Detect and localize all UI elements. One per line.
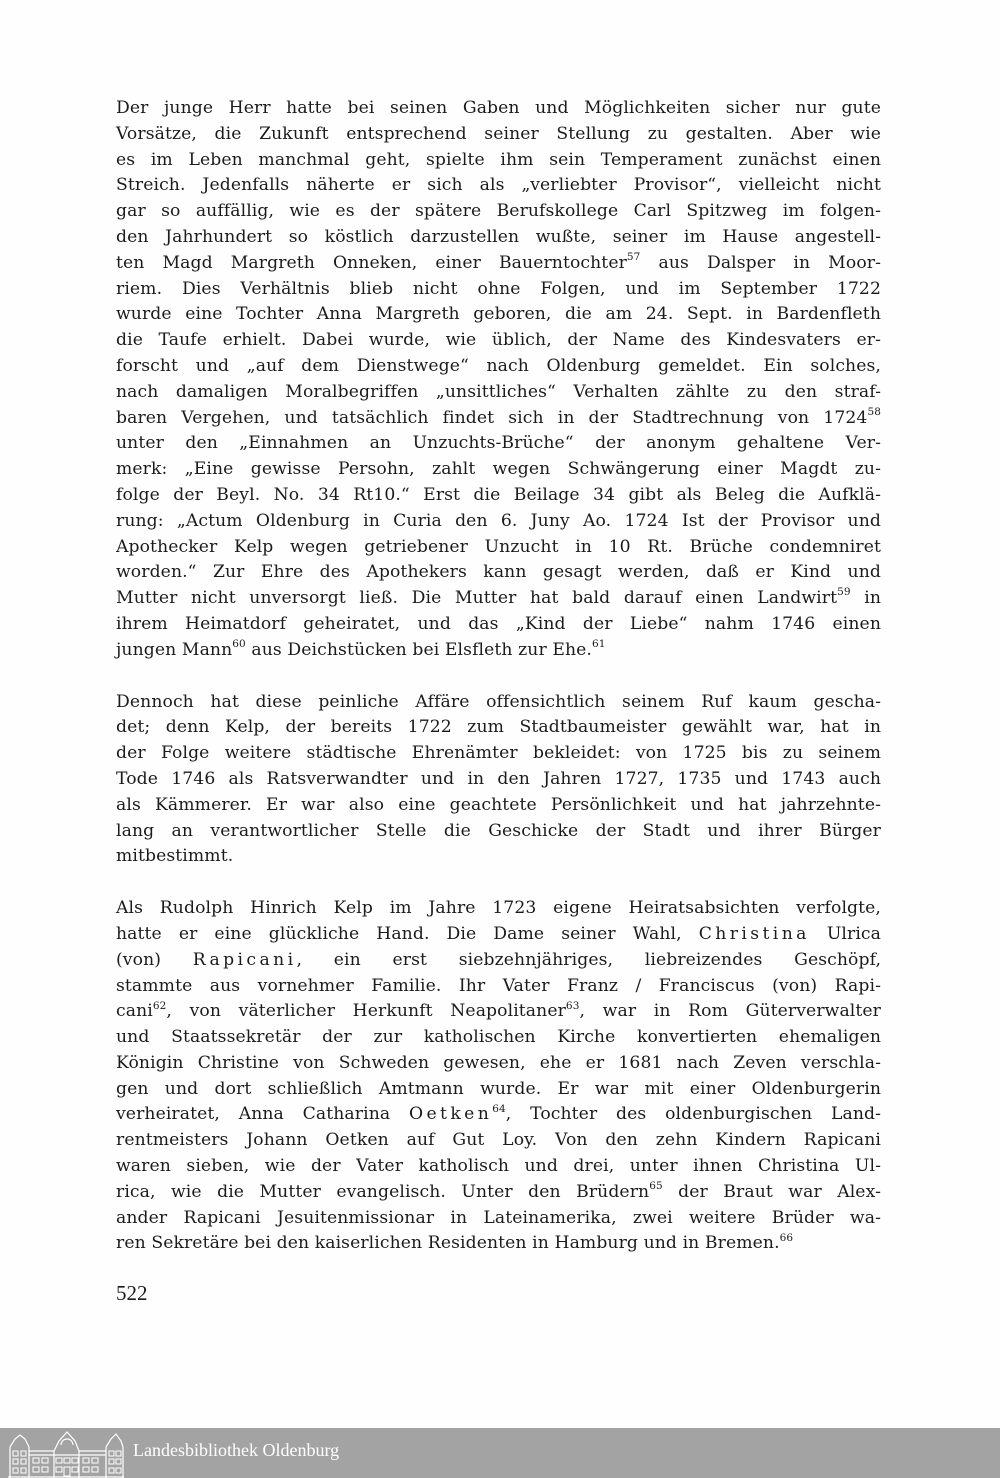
text-segment: aus Dalsper in Moor- xyxy=(640,252,881,273)
text-line xyxy=(116,560,881,586)
text-line xyxy=(116,354,881,380)
footnote-marker: 60 xyxy=(232,638,246,650)
library-building-icon xyxy=(6,1429,124,1478)
text-line xyxy=(116,380,881,406)
text-segment: ten Magd Margreth Onneken, einer Bauerntochter xyxy=(116,252,627,273)
text-line xyxy=(116,896,881,922)
text-line xyxy=(116,431,881,457)
text-segment: folge der Beyl. No. 34 Rt10.“ Erst die Beilage 34 gibt als Beleg die Aufklä- xyxy=(116,484,881,505)
text-segment: und Staatssekretär der zur katholischen Kirche konvertierten ehemaligen xyxy=(116,1027,881,1048)
text-line xyxy=(116,173,881,199)
text-line xyxy=(116,715,881,741)
footnote-marker: 57 xyxy=(626,251,641,264)
text-line xyxy=(116,690,881,716)
text-segment: der Braut war Alex- xyxy=(662,1181,881,1202)
text-segment: nach damaligen Moralbegriffen „unsittliches“ Verhalten zählte zu den straf- xyxy=(116,381,881,402)
text-segment: lang an verantwortlicher Stelle die Geschicke der Stadt und ihrer Bürger xyxy=(116,820,881,841)
spaced-name: Christina xyxy=(698,923,810,944)
text-line xyxy=(116,148,881,174)
text-segment: , war in Rom Güterverwalter xyxy=(579,1001,881,1022)
text-segment: , von väterlicher Herkunft Neapolitaner xyxy=(166,1001,566,1022)
text-line xyxy=(116,819,881,845)
text-segment: rung: „Actum Oldenburg in Curia den 6. Juny Ao. 1724 Ist der Provisor und xyxy=(116,510,881,531)
text-segment: gen und dort schließlich Amtmann wurde. Er war mit einer Oldenburgerin xyxy=(116,1078,881,1099)
document-body xyxy=(116,96,881,1283)
text-line xyxy=(116,1128,881,1154)
paragraph xyxy=(116,690,881,871)
text-line xyxy=(116,406,881,432)
text-line xyxy=(116,483,881,509)
text-segment: cani xyxy=(116,1001,153,1022)
text-segment: der Folge weitere städtische Ehrenämter bekleidet: von 1725 bis zu seinem xyxy=(116,743,881,764)
text-line xyxy=(116,1180,881,1206)
text-segment: hatte er eine glückliche Hand. Die Dame seiner Wahl, xyxy=(116,923,699,944)
text-segment: die Taufe erhielt. Dabei wurde, wie üblich, der Name des Kindesvaters er- xyxy=(116,330,881,351)
text-line xyxy=(116,586,881,612)
text-segment: worden.“ Zur Ehre des Apothekers kann gesagt werden, daß er Kind und xyxy=(116,562,881,583)
text-segment: baren Vergehen, und tatsächlich findet sich in der Stadtrechnung von 1724 xyxy=(116,407,868,428)
footnote-marker: 58 xyxy=(867,405,881,418)
text-line xyxy=(116,844,881,870)
text-segment: den Jahrhundert so köstlich darzustellen wußte, seiner im Hause angestell- xyxy=(116,226,881,247)
text-segment: , ein erst siebzehnjähriges, liebreizendes Geschöpf, xyxy=(296,949,882,970)
text-line xyxy=(116,328,881,354)
text-segment: als Kämmerer. Er war also eine geachtete Persönlichkeit und hat jahrzehnte- xyxy=(116,794,881,815)
text-line xyxy=(116,638,881,664)
library-footer-bar xyxy=(0,1428,1000,1478)
footnote-marker: 62 xyxy=(152,999,167,1012)
text-line xyxy=(116,277,881,303)
text-segment: stammte aus vornehmer Familie. Ihr Vater Franz / Franciscus (von) Rapi- xyxy=(116,975,881,996)
footnote-marker: 65 xyxy=(649,1180,663,1193)
paragraph xyxy=(116,896,881,1257)
footnote-marker: 64 xyxy=(492,1102,506,1115)
text-line xyxy=(116,1102,881,1128)
text-segment: (von) xyxy=(116,949,193,970)
footnote-marker: 66 xyxy=(779,1231,794,1244)
text-segment: waren sieben, wie der Vater katholisch und drei, unter ihnen Christina Ul- xyxy=(116,1156,881,1177)
text-line xyxy=(116,1206,881,1232)
text-line xyxy=(116,199,881,225)
text-segment: merk: „Eine gewisse Persohn, zahlt wegen Schwängerung einer Magdt zu- xyxy=(116,459,881,480)
text-segment: es im Leben manchmal geht, spielte ihm sein Temperament zunächst einen xyxy=(116,149,881,170)
text-segment: Vorsätze, die Zukunft entsprechend seiner Stellung zu gestalten. Aber wie xyxy=(116,123,881,144)
text-segment: Tode 1746 als Ratsverwandter und in den Jahren 1727, 1735 und 1743 auch xyxy=(116,768,881,789)
text-line xyxy=(116,999,881,1025)
text-segment: ander Rapicani Jesuitenmissionar in Lateinamerika, zwei weitere Brüder wa- xyxy=(116,1207,881,1228)
text-segment: Streich. Jedenfalls näherte er sich als „verliebter Provisor“, vielleicht nicht xyxy=(116,175,881,196)
text-line xyxy=(116,1231,881,1257)
text-segment: Königin Christine von Schweden gewesen, ehe er 1681 nach Zeven verschla- xyxy=(116,1052,881,1073)
text-line xyxy=(116,122,881,148)
text-segment: ihrem Heimatdorf geheiratet, und das „Kind der Liebe“ nahm 1746 einen xyxy=(116,613,881,634)
text-segment: mitbestimmt. xyxy=(116,846,234,867)
text-segment: verheiratet, Anna Catharina xyxy=(116,1104,409,1125)
text-segment: Der junge Herr hatte bei seinen Gaben und Möglichkeiten sicher nur gute xyxy=(116,98,881,118)
text-line xyxy=(116,1051,881,1077)
text-segment: jungen Mann xyxy=(116,639,233,660)
text-line xyxy=(116,509,881,535)
text-segment: Dennoch hat diese peinliche Affäre offensichtlich seinem Ruf kaum gescha- xyxy=(116,691,881,712)
text-line xyxy=(116,793,881,819)
text-segment: aus Deichstücken bei Elsfleth zur Ehe. xyxy=(245,639,593,660)
text-line xyxy=(116,96,881,122)
text-segment: wurde eine Tochter Anna Margreth geboren, die am 24. Sept. in Bardenfleth xyxy=(116,304,881,325)
text-segment: gar so auffällig, wie es der spätere Berufskollege Carl Spitzweg im folgen- xyxy=(116,201,881,222)
text-segment: Ulrica xyxy=(809,923,881,944)
text-line xyxy=(116,457,881,483)
text-segment: forscht und „auf dem Dienstwege“ nach Oldenburg gemeldet. Ein solches, xyxy=(116,355,881,376)
text-segment: Als Rudolph Hinrich Kelp im Jahre 1723 eigene Heiratsabsichten verfolgte, xyxy=(116,898,881,919)
text-segment: rica, wie die Mutter evangelisch. Unter den Brüdern xyxy=(116,1181,650,1202)
text-line xyxy=(116,974,881,1000)
text-segment: Mutter nicht unversorgt ließ. Die Mutter hat bald darauf einen Landwirt xyxy=(116,588,838,609)
text-line xyxy=(116,767,881,793)
text-line xyxy=(116,741,881,767)
text-line xyxy=(116,612,881,638)
paragraph xyxy=(116,96,881,664)
page-number: 522 xyxy=(116,1281,148,1305)
spaced-name: Oetken xyxy=(408,1104,493,1125)
text-line xyxy=(116,1025,881,1051)
text-line xyxy=(116,251,881,277)
footnote-marker: 61 xyxy=(592,638,606,650)
text-line xyxy=(116,948,881,974)
text-segment: ren Sekretäre bei den kaiserlichen Residenten in Hamburg und in Bremen. xyxy=(116,1233,780,1254)
footnote-marker: 59 xyxy=(837,586,851,599)
text-line xyxy=(116,535,881,561)
text-segment: det; denn Kelp, der bereits 1722 zum Stadtbaumeister gewählt war, hat in xyxy=(116,717,881,738)
text-line xyxy=(116,302,881,328)
text-line xyxy=(116,1077,881,1103)
library-name: Landesbibliothek Oldenburg xyxy=(133,1440,340,1460)
spaced-name: Rapicani xyxy=(192,949,297,970)
text-segment: , Tochter des oldenburgischen Land- xyxy=(505,1104,882,1125)
text-line xyxy=(116,225,881,251)
text-segment: unter den „Einnahmen an Unzuchts-Brüche“ der anonym gehaltene Ver- xyxy=(116,433,881,454)
text-segment: in xyxy=(850,588,881,609)
text-segment: riem. Dies Verhältnis blieb nicht ohne Folgen, und im September 1722 xyxy=(116,278,881,299)
text-line xyxy=(116,922,881,948)
text-segment: rentmeisters Johann Oetken auf Gut Loy. Von den zehn Kindern Rapicani xyxy=(116,1130,881,1151)
footnote-marker: 63 xyxy=(565,999,580,1012)
text-line xyxy=(116,1154,881,1180)
text-segment: Apothecker Kelp wegen getriebener Unzucht in 10 Rt. Brüche condemniret xyxy=(116,536,881,557)
